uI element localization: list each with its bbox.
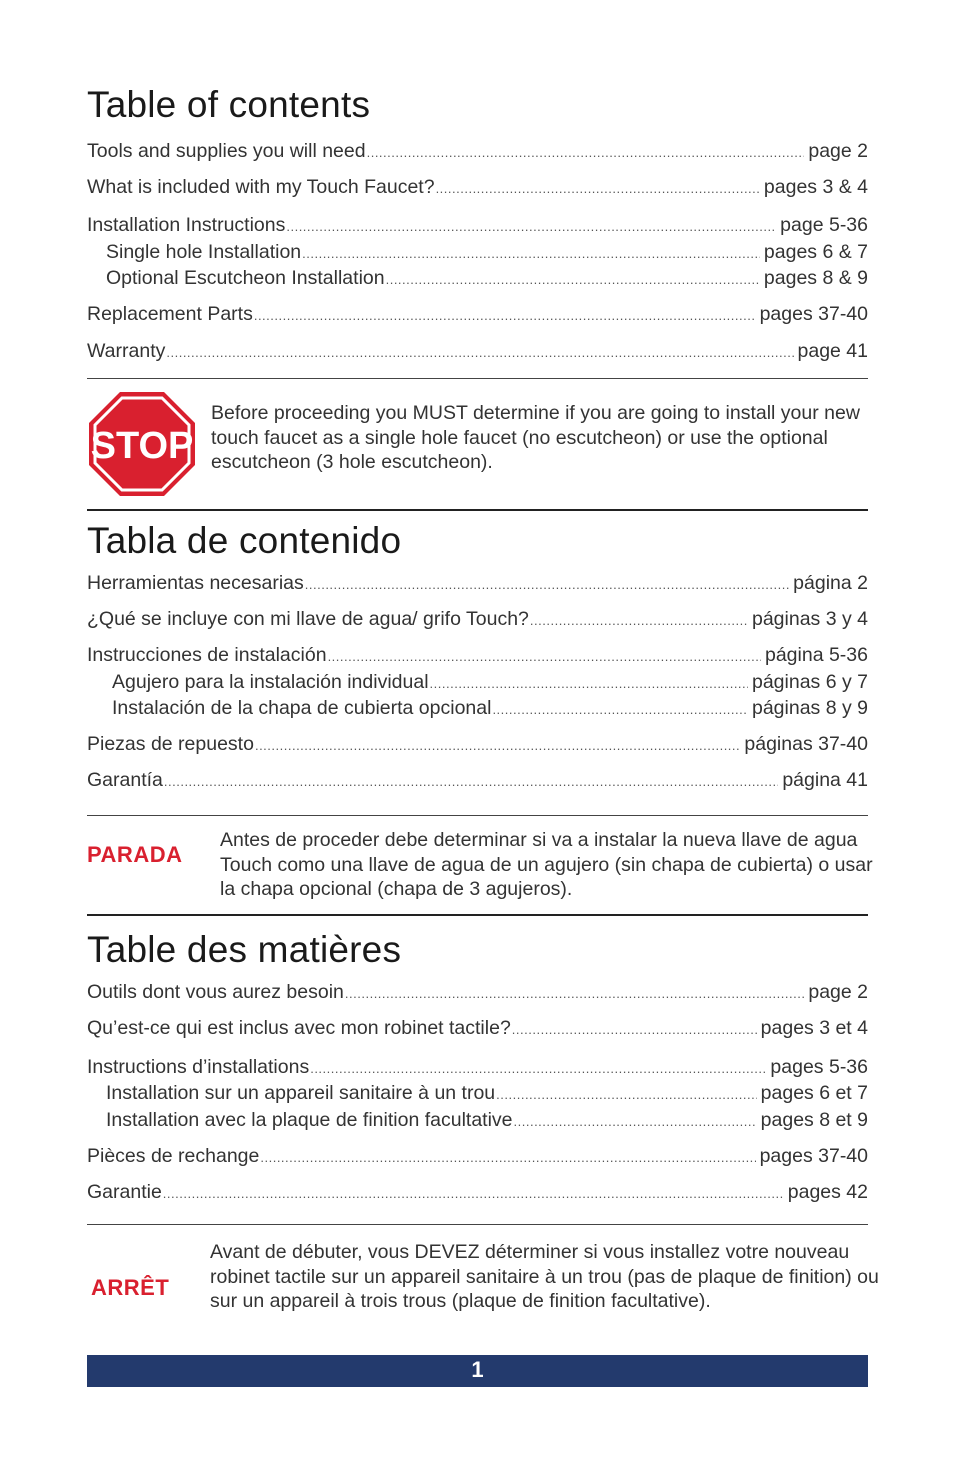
toc-row[interactable] (87, 671, 868, 695)
toc-row[interactable] (87, 644, 868, 668)
toc-row[interactable] (87, 1082, 868, 1106)
toc-row[interactable] (87, 769, 868, 793)
toc-page: pages 42 (787, 1181, 868, 1203)
toc-label: Tools and supplies you will need (87, 140, 366, 162)
toc-label: Replacement Parts (87, 303, 253, 325)
es-section (87, 522, 868, 559)
dot-leader (255, 738, 740, 753)
page-number: 1 (471, 1357, 484, 1382)
dot-leader (530, 613, 748, 628)
fr-title: Table des matières (87, 929, 402, 970)
dot-leader (254, 308, 756, 323)
toc-row[interactable] (87, 697, 868, 721)
fr-stop-label: ARRÊT (91, 1275, 170, 1300)
toc-row[interactable] (87, 1145, 868, 1169)
toc-page: pages 8 & 9 (763, 267, 868, 289)
dot-leader (386, 272, 760, 287)
dot-leader (163, 1186, 784, 1201)
dot-leader (512, 1022, 757, 1037)
divider (87, 509, 868, 511)
toc-row[interactable] (87, 214, 868, 238)
stop-sign-icon (87, 390, 197, 498)
toc-label: Agujero para la instalación individual (112, 671, 429, 693)
toc-label: Pièces de rechange (87, 1145, 260, 1167)
toc-page: pages 3 & 4 (763, 176, 868, 198)
toc-page: página 5-36 (764, 644, 868, 666)
dot-leader (430, 676, 748, 691)
toc-label: Instructions d’installations (87, 1056, 310, 1078)
divider (87, 378, 868, 379)
toc-page: páginas 8 y 9 (751, 697, 868, 719)
toc-row[interactable] (87, 241, 868, 265)
dot-leader (305, 577, 789, 592)
en-section (87, 86, 868, 123)
stop-sign-label: STOP (90, 425, 194, 467)
dot-leader (286, 219, 776, 234)
dot-leader (302, 246, 760, 261)
toc-label: Instrucciones de instalación (87, 644, 327, 666)
toc-row[interactable] (87, 608, 868, 632)
toc-label: Qu’est-ce qui est inclus avec mon robinet tactile? (87, 1017, 511, 1039)
toc-row[interactable] (87, 1017, 868, 1041)
dot-leader (260, 1150, 755, 1165)
toc-page: pages 6 & 7 (763, 241, 868, 263)
es-stop-label: PARADA (87, 842, 183, 867)
toc-page: páginas 3 y 4 (751, 608, 868, 630)
toc-row[interactable] (87, 340, 868, 364)
toc-label: Herramientas necesarias (87, 572, 304, 594)
toc-row[interactable] (87, 1109, 868, 1133)
dot-leader (345, 986, 804, 1001)
footer-bar (87, 1355, 868, 1387)
toc-row[interactable] (87, 981, 868, 1005)
dot-leader (328, 649, 761, 664)
toc-label: Single hole Installation (106, 241, 302, 263)
toc-page: page 5-36 (780, 214, 868, 236)
toc-label: Warranty (87, 340, 166, 362)
toc-row[interactable] (87, 303, 868, 327)
toc-label: Garantie (87, 1181, 162, 1203)
dot-leader (436, 181, 760, 196)
divider (87, 815, 868, 816)
toc-label: ¿Qué se incluye con mi llave de agua/ grifo Touch? (87, 608, 529, 630)
fr-section (87, 931, 868, 968)
dot-leader (514, 1114, 757, 1129)
dot-leader (164, 774, 778, 789)
toc-page: página 2 (793, 572, 868, 594)
divider (87, 914, 868, 916)
toc-page: pages 5-36 (770, 1056, 868, 1078)
toc-row[interactable] (87, 140, 868, 164)
toc-label: Piezas de repuesto (87, 733, 254, 755)
toc-page: pages 8 et 9 (760, 1109, 868, 1131)
toc-page: page 2 (808, 140, 868, 162)
fr-note: Avant de débuter, vous DEVEZ déterminer si vous installez votre nouveau robinet tactile sur un appareil sanitaire à un trou (pas de plaque de finition) ou sur un appareil à trois trous (plaque de finition facultative). (210, 1241, 879, 1312)
en-title: Table of contents (87, 84, 371, 125)
toc-label: Garantía (87, 769, 163, 791)
dot-leader (310, 1061, 766, 1076)
toc-label: Optional Escutcheon Installation (106, 267, 385, 289)
toc-page: pages 6 et 7 (760, 1082, 868, 1104)
toc-label: Installation sur un appareil sanitaire à un trou (106, 1082, 496, 1104)
dot-leader (492, 702, 748, 717)
es-note: Antes de proceder debe determinar si va a instalar la nueva llave de agua Touch como una llave de agua de un agujero (sin chapa de cubierta) o usar la chapa opcional (chapa de 3 agujeros). (220, 829, 873, 900)
toc-label: Instalación de la chapa de cubierta opcional (112, 697, 492, 719)
toc-page: page 41 (797, 340, 868, 362)
toc-row[interactable] (87, 176, 868, 200)
es-title: Tabla de contenido (87, 520, 402, 561)
toc-label: What is included with my Touch Faucet? (87, 176, 435, 198)
toc-label: Installation avec la plaque de finition facultative (106, 1109, 513, 1131)
toc-row[interactable] (87, 733, 868, 757)
toc-page: páginas 6 y 7 (751, 671, 868, 693)
toc-row[interactable] (87, 1181, 868, 1205)
dot-leader (166, 345, 793, 360)
toc-page: páginas 37-40 (744, 733, 868, 755)
dot-leader (367, 145, 805, 160)
toc-page: pages 3 et 4 (760, 1017, 868, 1039)
toc-row[interactable] (87, 267, 868, 291)
divider (87, 1224, 868, 1225)
en-note: Before proceeding you MUST determine if you are going to install your new touch faucet as a single hole faucet (no escutcheon) or use the optional escutcheon (3 hole escutcheon). (211, 402, 860, 473)
toc-page: pages 37-40 (759, 303, 868, 325)
toc-page: pages 37-40 (759, 1145, 868, 1167)
toc-page: página 41 (782, 769, 868, 791)
toc-row[interactable] (87, 572, 868, 596)
toc-page: page 2 (808, 981, 868, 1003)
toc-label: Installation Instructions (87, 214, 286, 236)
toc-row[interactable] (87, 1056, 868, 1080)
toc-label: Outils dont vous aurez besoin (87, 981, 344, 1003)
dot-leader (496, 1087, 757, 1102)
